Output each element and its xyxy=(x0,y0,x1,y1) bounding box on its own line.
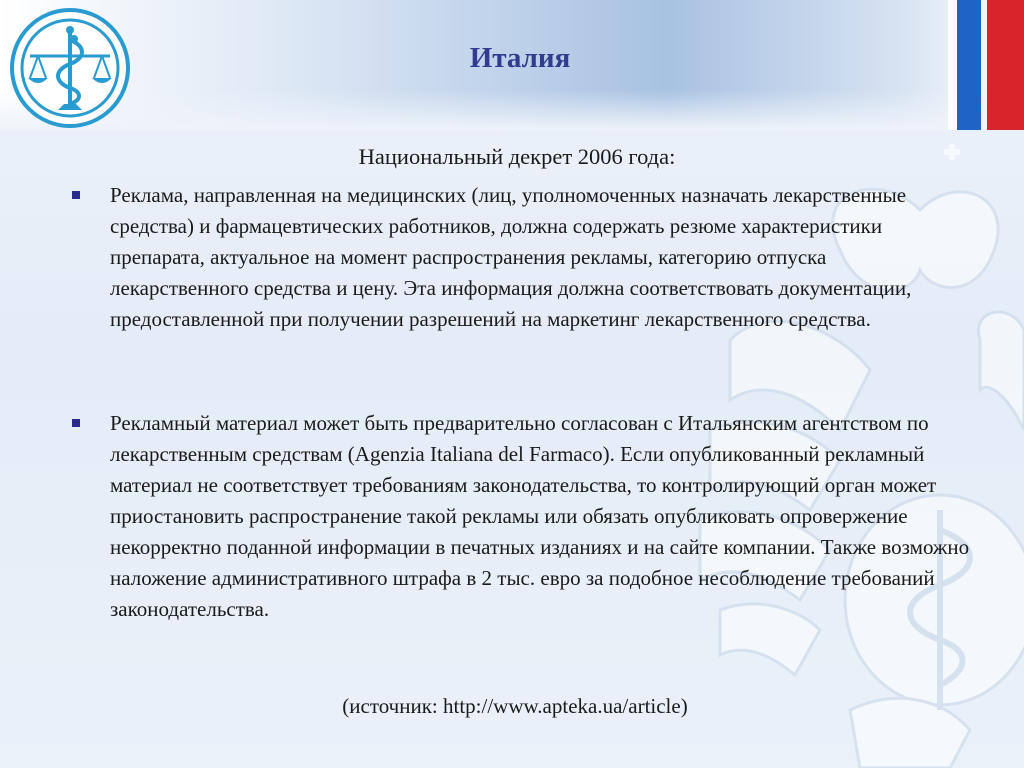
source-citation: (источник: http://www.apteka.ua/article) xyxy=(342,694,688,718)
flag-red-stripe xyxy=(987,0,1024,130)
bullet-square-icon xyxy=(72,191,80,199)
bullet-item xyxy=(110,408,970,625)
bullet-item xyxy=(110,180,970,335)
slide-subtitle: Национальный декрет 2006 года: xyxy=(358,144,676,169)
slide-title: Италия xyxy=(469,42,571,74)
bullet-square-icon xyxy=(72,419,80,427)
flag-blue-stripe xyxy=(957,0,981,130)
bullet-text: Реклама, направленная на медицинских (лиц, уполномоченных назначать лекарственные средства) и фармацевтических работников, должна содержать резюме характеристики препарата, актуальное на момент распространения рекламы, категорию отпуска лекарственного средства и цену. Эта информация должна соответствовать документации, предоставленной при получении разрешений на маркетинг лекарственного средства. xyxy=(110,183,912,331)
bullet-text: Рекламный материал может быть предварительно согласован с Итальянским агентством по лекарственным средствам (Agenzia Italiana del Farmaco). Если опубликованный рекламный материал не соответствует требованиям законодательства, то контролирующий орган может приостановить распространение такой рекламы или обязать опубликовать опровержение некорректно поданной информации в печатных изданиях и на сайте компании. Также возможно наложение административного штрафа в 2 тыс. евро за подобное несоблюдение требований законодательства. xyxy=(110,411,970,621)
